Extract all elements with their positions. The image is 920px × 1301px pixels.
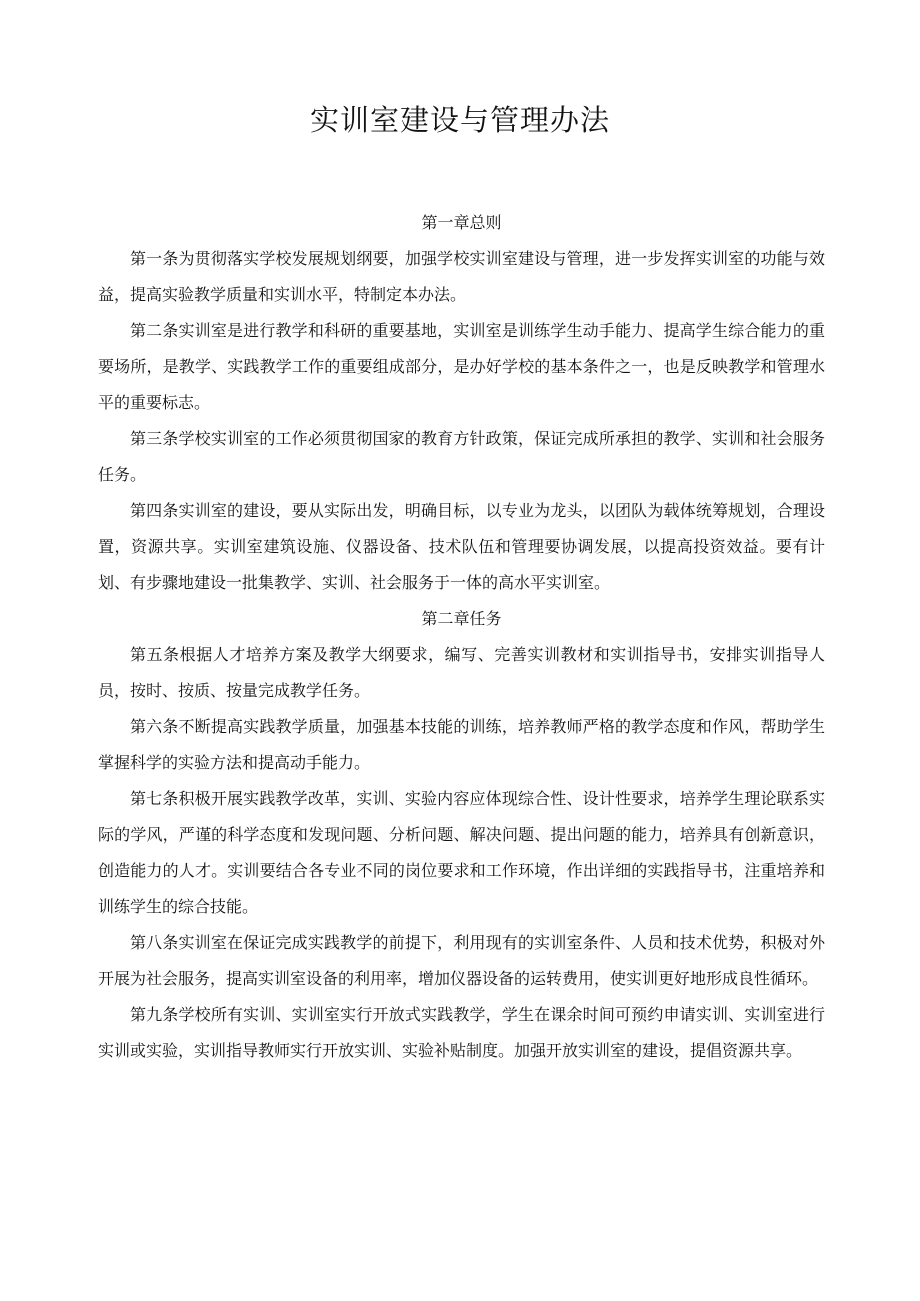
article-6: 第六条不断提高实践教学质量，加强基本技能的训练，培养教师严格的教学态度和作风，帮助学生掌握科学的实验方法和提高动手能力。 <box>98 717 825 772</box>
article-3: 第三条学校实训室的工作必须贯彻国家的教育方针政策，保证完成所承担的教学、实训和社会服务任务。 <box>98 429 825 484</box>
chapter-1 <box>98 205 825 601</box>
article-9: 第九条学校所有实训、实训室实行开放式实践教学，学生在课余时间可预约申请实训、实训室进行实训或实验，实训指导教师实行开放实训、实验补贴制度。加强开放实训室的建设，提倡资源共享。 <box>98 1005 825 1060</box>
document-title: 实训室建设与管理办法 <box>309 103 610 137</box>
article-5: 第五条根据人才培养方案及教学大纲要求，编写、完善实训教材和实训指导书，安排实训指导人员，按时、按质、按量完成教学任务。 <box>98 645 825 700</box>
chapter-2 <box>98 601 825 1069</box>
chapter-heading: 第二章任务 <box>421 609 502 628</box>
article-4: 第四条实训室的建设，要从实际出发，明确目标，以专业为龙头，以团队为载体统筹规划，合理设置，资源共享。实训室建筑设施、仪器设备、技术队伍和管理要协调发展，以提高投资效益。要有计划、有步骤地建设一批集教学、实训、社会服务于一体的高水平实训室。 <box>98 501 825 592</box>
chapter-heading: 第一章总则 <box>421 213 502 232</box>
article-8: 第八条实训室在保证完成实践教学的前提下，利用现有的实训室条件、人员和技术优势，积极对外开展为社会服务，提高实训室设备的利用率，增加仪器设备的运转费用，使实训更好地形成良性循环。 <box>98 933 825 988</box>
article-1: 第一条为贯彻落实学校发展规划纲要，加强学校实训室建设与管理，进一步发挥实训室的功能与效益，提高实验教学质量和实训水平，特制定本办法。 <box>98 249 825 304</box>
article-7: 第七条积极开展实践教学改革，实训、实验内容应体现综合性、设计性要求，培养学生理论联系实际的学风，严谨的科学态度和发现问题、分析问题、解决问题、提出问题的能力，培养具有创新意识，创造能力的人才。实训要结合各专业不同的岗位要求和工作环境，作出详细的实践指导书，注重培养和训练学生的综合技能。 <box>98 789 825 916</box>
document-body <box>98 205 825 1069</box>
article-2: 第二条实训室是进行教学和科研的重要基地，实训室是训练学生动手能力、提高学生综合能力的重要场所，是教学、实践教学工作的重要组成部分，是办好学校的基本条件之一，也是反映教学和管理水平的重要标志。 <box>98 321 825 412</box>
